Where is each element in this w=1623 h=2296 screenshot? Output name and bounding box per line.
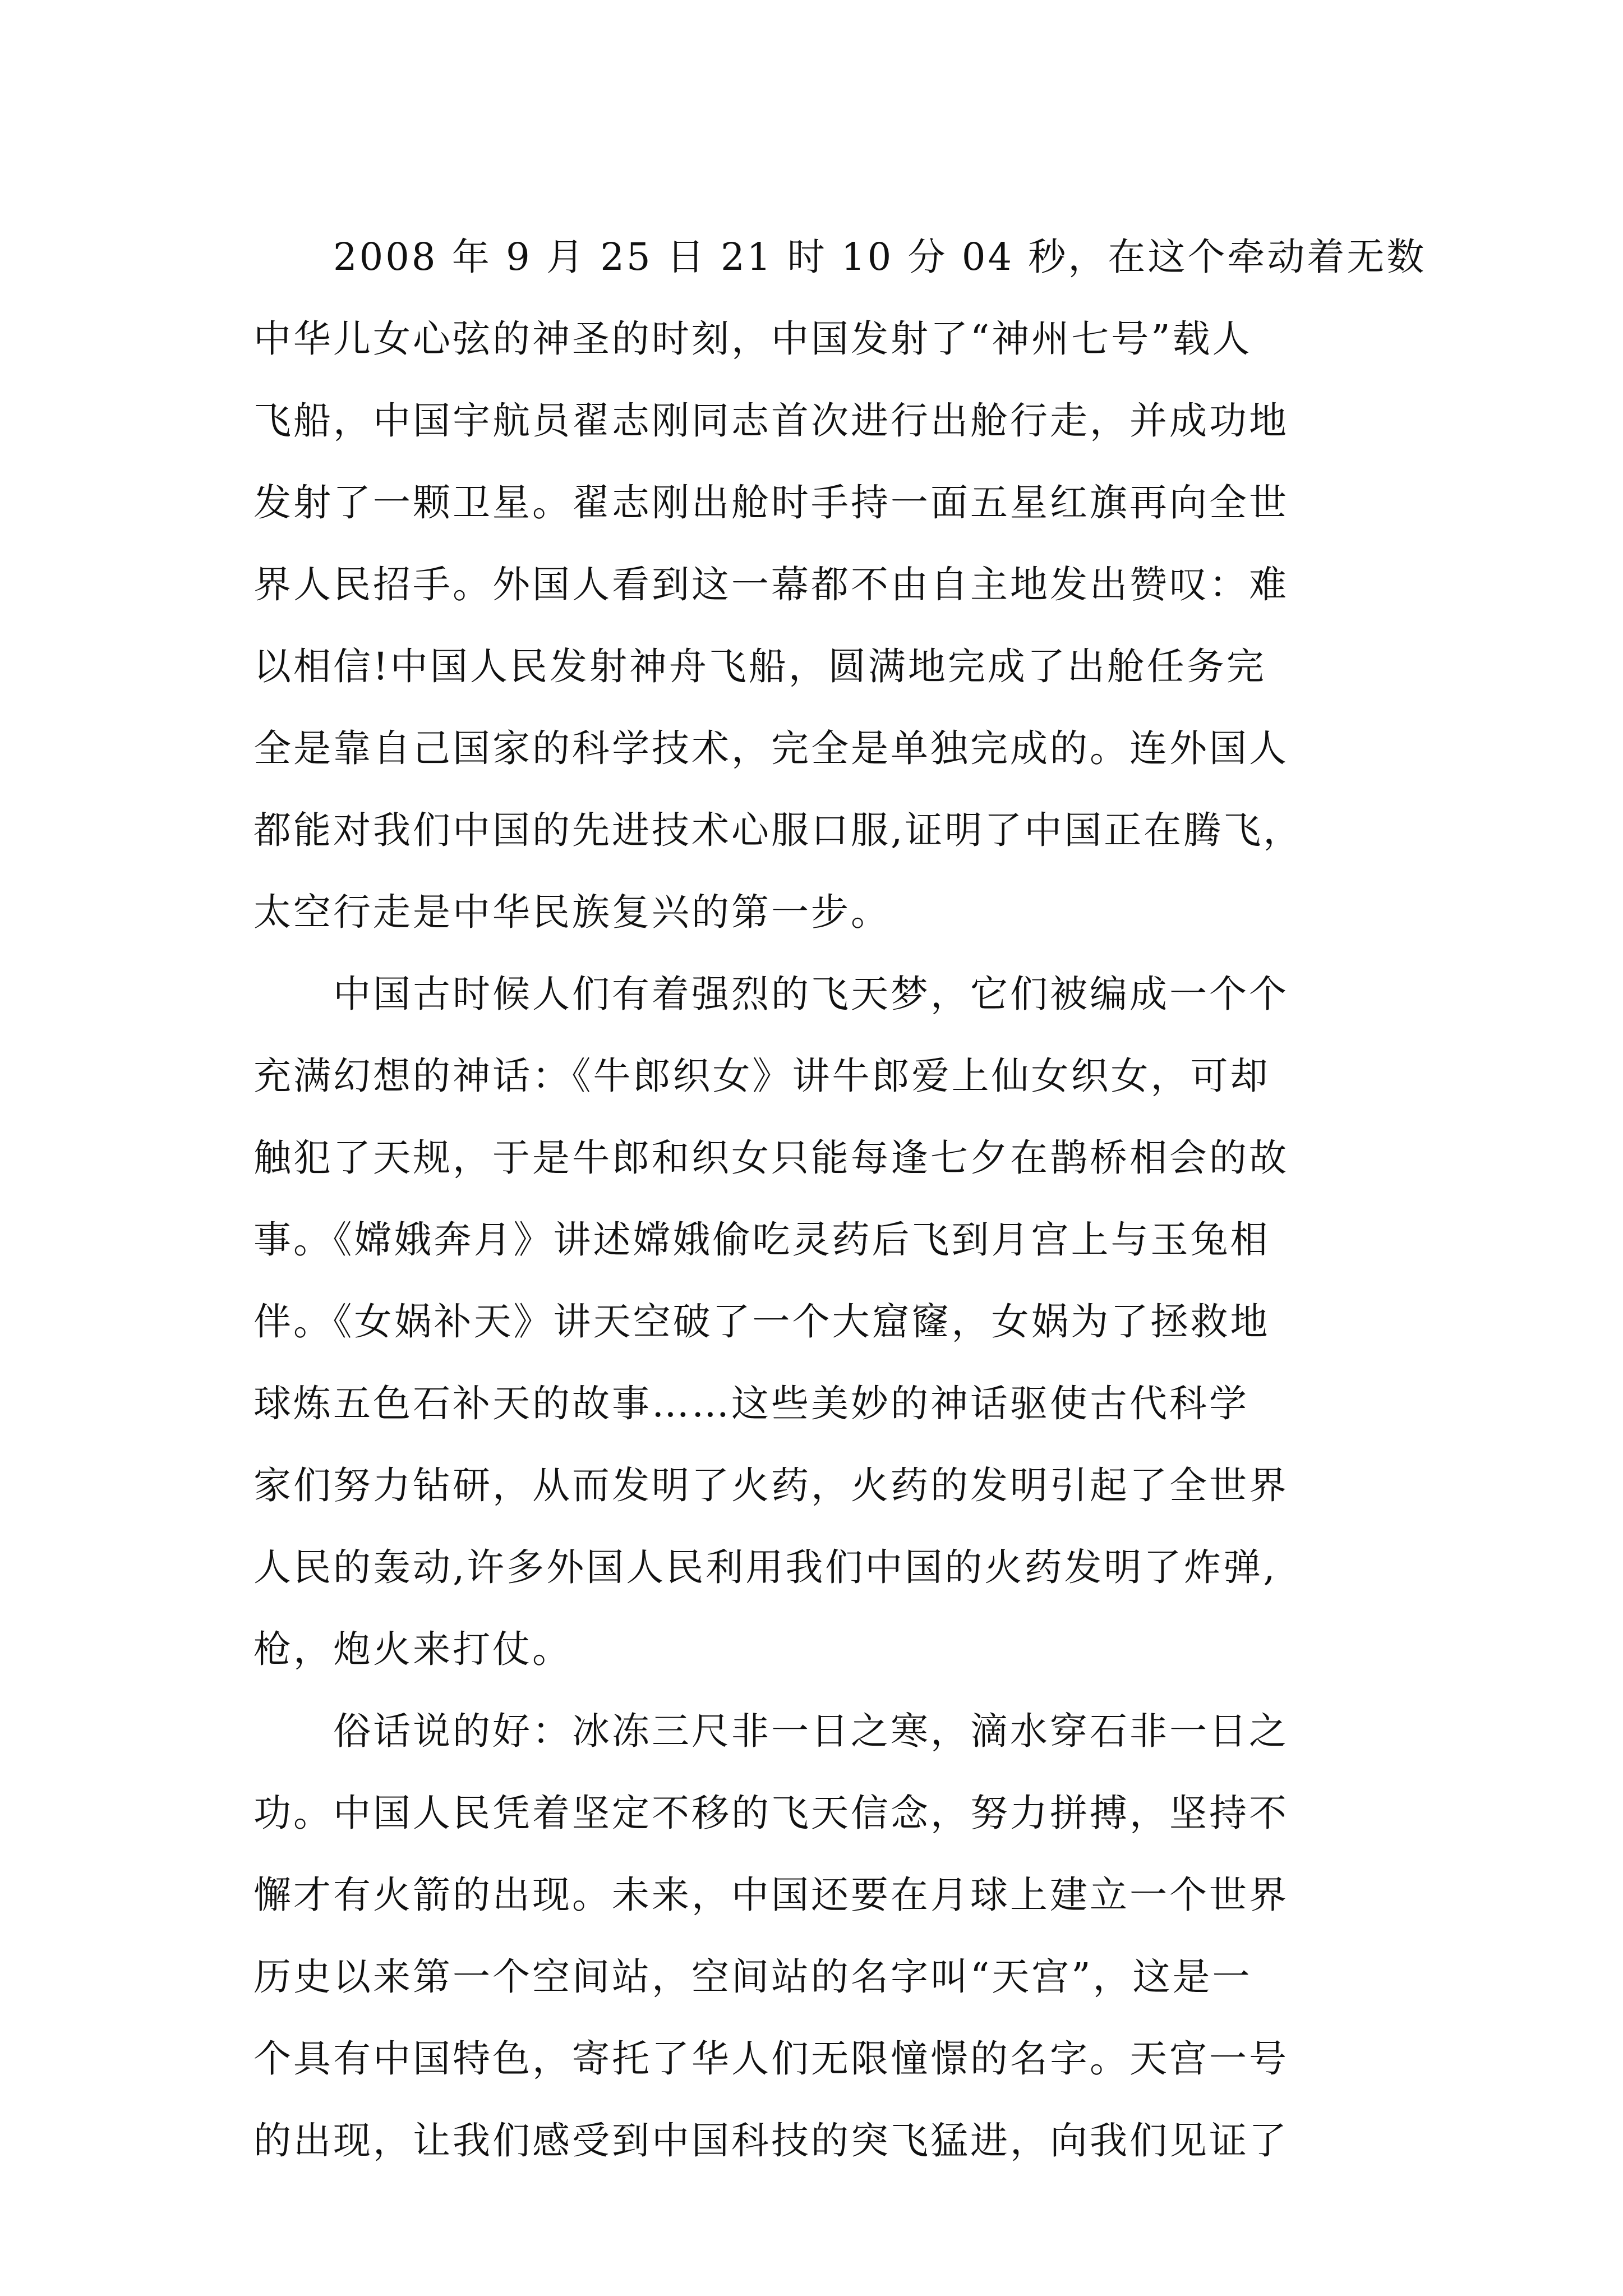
text-line: 人民的轰动,许多外国人民利用我们中国的火药发明了炸弹, — [253, 1545, 1278, 1589]
text-line: 懈才有火箭的出现。未来，中国还要在月球上建立一个世界 — [253, 1873, 1289, 1917]
text-line: 都能对我们中国的先进技术心服口服,证明了中国正在腾飞， — [253, 808, 1303, 852]
paragraph — [253, 216, 1427, 953]
text-line: 中国古时候人们有着强烈的飞天梦，它们被编成一个个 — [333, 972, 1289, 1016]
text-line: 球炼五色石补天的故事……这些美妙的神话驱使古代科学 — [253, 1382, 1249, 1425]
text-line: 发射了一颗卫星。翟志刚出舱时手持一面五星红旗再向全世 — [253, 481, 1289, 524]
text-line: 中华儿女心弦的神圣的时刻，中国发射了“神州七号”载人 — [253, 317, 1252, 361]
text-line: 功。中国人民凭着坚定不移的飞天信念，努力拼搏，坚持不 — [253, 1791, 1289, 1835]
paragraph — [253, 1690, 1381, 2182]
paragraph — [253, 953, 1381, 1690]
text-line: 历史以来第一个空间站，空间站的名字叫“天宫”，这是一 — [253, 1955, 1252, 1999]
text-line: 家们努力钻研，从而发明了火药，火药的发明引起了全世界 — [253, 1464, 1289, 1507]
text-line: 个具有中国特色，寄托了华人们无限憧憬的名字。天宫一号 — [253, 2037, 1289, 2081]
text-line: 充满幻想的神话：《牛郎织女》讲牛郎爱上仙女织女，可却 — [253, 1054, 1270, 1098]
text-line: 枪，炮火来打仗。 — [253, 1627, 572, 1671]
body-text — [253, 216, 1427, 2182]
text-line: 伴。《女娲补天》讲天空破了一个大窟窿，女娲为了拯救地 — [253, 1300, 1270, 1343]
text-line: 2008 年 9 月 25 日 21 时 10 分 04 秒，在这个牵动着无数 — [333, 235, 1427, 279]
text-line: 的出现，让我们感受到中国科技的突飞猛进，向我们见证了 — [253, 2119, 1289, 2162]
text-line: 太空行走是中华民族复兴的第一步。 — [253, 890, 891, 934]
text-line: 全是靠自己国家的科学技术，完全是单独完成的。连外国人 — [253, 726, 1289, 770]
text-line: 俗话说的好：冰冻三尺非一日之寒，滴水穿石非一日之 — [333, 1709, 1289, 1753]
text-line: 界人民招手。外国人看到这一幕都不由自主地发出赞叹：难 — [253, 563, 1289, 606]
text-line: 飞船，中国宇航员翟志刚同志首次进行出舱行走，并成功地 — [253, 399, 1289, 443]
text-line: 触犯了天规，于是牛郎和织女只能每逢七夕在鹊桥相会的故 — [253, 1136, 1289, 1180]
text-line: 以相信!中国人民发射神舟飞船，圆满地完成了出舱任务完 — [253, 645, 1266, 688]
text-line: 事。《嫦娥奔月》讲述嫦娥偷吃灵药后飞到月宫上与玉兔相 — [253, 1218, 1270, 1262]
